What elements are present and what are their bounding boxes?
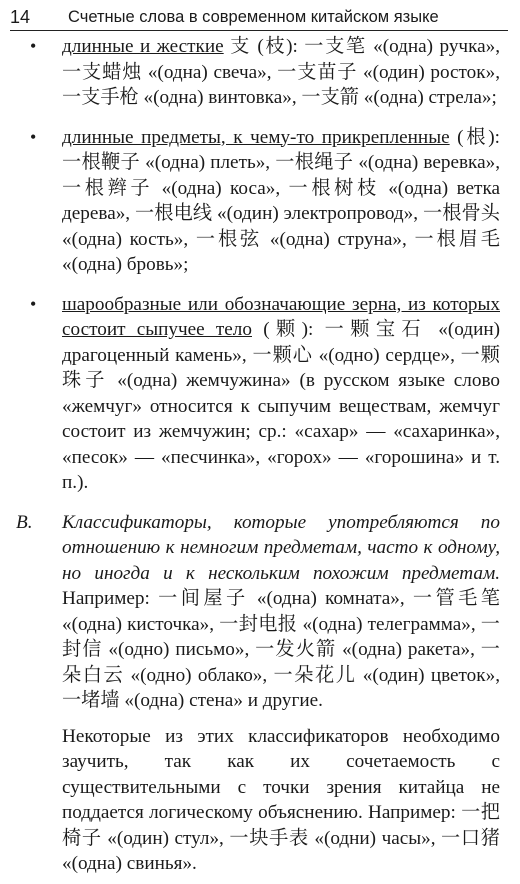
running-title: Счетные слова в современном китайском языке — [68, 8, 439, 26]
body-paragraph — [0, 724, 520, 877]
item-text: (根): 一根鞭子 «(одна) плеть», 一根绳子 «(одна) веревка», 一根辫子 «(одна) коса», 一根树枝 «(одна) ветка дерева», 一根电线 «(один) электропровод», 一根骨头 «(одна) кость», 一根弦 «(одна) струна», 一根眉毛 «(одна) бровь»; — [62, 126, 500, 275]
list-item — [0, 34, 520, 111]
item-lead: шарообразные или обозначающие зерна, из которых состоит сыпучее тело — [62, 293, 500, 340]
item-lead: длинные и жесткие — [62, 36, 224, 57]
item-lead: длинные предметы, к чему-то прикрепленные — [62, 126, 450, 148]
section-b — [0, 510, 520, 714]
bullet-list — [0, 34, 520, 496]
running-header — [10, 4, 508, 31]
page-content — [0, 34, 520, 877]
bullet-icon: • — [30, 36, 37, 56]
section-heading: Классификаторы, которые употребляются по отношению к немногим предметам, часто к одному, но иногда и к нескольким похожим предметам. — [62, 511, 500, 584]
section-text: Например: 一间屋子 «(одна) комната», 一管毛笔 «(одна) кисточка», 一封电报 «(одна) телеграмма», 一封信 «(одно) письмо», 一发火箭 «(одна) ракета», 一朵白云 «(одно) облако», 一朵花儿 «(один) цветок», 一堵墙 «(одна) стена» и другие. — [62, 588, 500, 711]
list-item — [0, 292, 520, 496]
paragraph-text: Некоторые из этих классификаторов необходимо заучить, так как их сочетаемость с существительными с точки зрения китайца не поддается логическому объяснению. Например: 一把椅子 «(один) стул», 一块手表 «(одни) часы», 一口猪 «(одна) свинья». — [62, 725, 500, 874]
section-letter: B. — [16, 511, 33, 533]
list-item — [0, 125, 520, 278]
bullet-icon: • — [30, 293, 37, 314]
item-text: (颗): 一颗宝石 «(один) драгоценный камень», 一颗心 «(одно) сердце», 一颗珠子 «(одна) жемчужина» (в русском языке слово «жемчуг» относится к сыпучим веществам, жемчуг состоит из жемчужин; ср.: «сахар» — «сахаринка», «песок» — «песчинка», «горох» — «горошина» и т. п.). — [62, 319, 500, 493]
bullet-icon: • — [30, 126, 37, 147]
item-text: 支 (枝): 一支笔 «(одна) ручка», 一支蜡烛 «(одна) свеча», 一支苗子 «(один) росток», 一支手枪 «(одна) винтовка», 一支箭 «(одна) стрела»; — [62, 36, 501, 108]
page-number: 14 — [10, 7, 31, 27]
